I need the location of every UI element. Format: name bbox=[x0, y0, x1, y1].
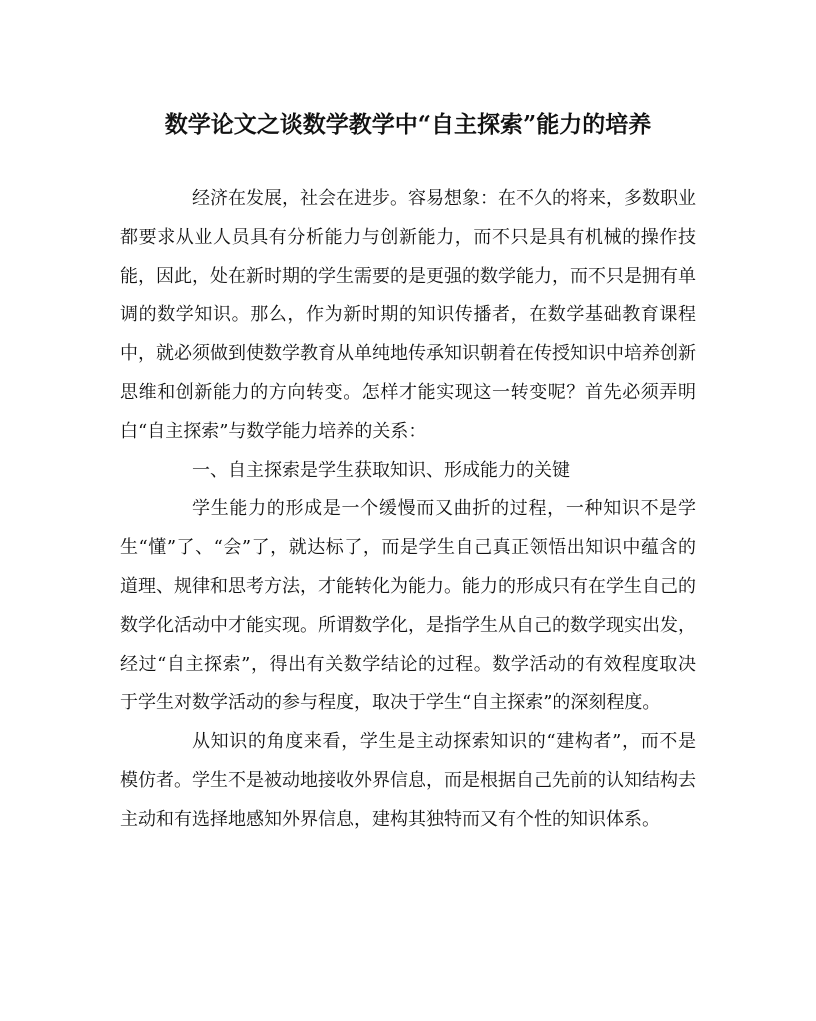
document-title: 数学论文之谈数学教学中“自主探索”能力的培养 bbox=[164, 111, 652, 138]
paragraph-knowledge-perspective: 从知识的角度来看，学生是主动探索知识的“建构者”，而不是模仿者。学生不是被动地接收外界信息，而是根据自己先前的认知结构去主动和有选择地感知外界信息，建构其独特而又有个性的知识体系。 bbox=[120, 731, 696, 830]
document-body bbox=[120, 180, 696, 840]
paragraph-intro: 经济在发展，社会在进步。容易想象：在不久的将来，多数职业都要求从业人员具有分析能力与创新能力，而不只是具有机械的操作技能，因此，处在新时期的学生需要的是更强的数学能力，而不只是拥有单调的数学知识。那么，作为新时期的知识传播者，在数学基础教育课程中，就必须做到使数学教育从单纯地传承知识朝着在传授知识中培养创新思维和创新能力的方向转变。怎样才能实现这一转变呢？首先必须弄明白“自主探索”与数学能力培养的关系： bbox=[120, 188, 696, 442]
section-heading: 一、自主探索是学生获取知识、形成能力的关键 bbox=[192, 459, 570, 481]
paragraph-ability-formation: 学生能力的形成是一个缓慢而又曲折的过程，一种知识不是学生“懂”了、“会”了，就达标了，而是学生自己真正领悟出知识中蕴含的道理、规律和思考方法，才能转化为能力。能力的形成只有在学生自己的数学化活动中才能实现。所谓数学化，是指学生从自己的数学现实出发，经过“自主探索”，得出有关数学结论的过程。数学活动的有效程度取决于学生对数学活动的参与程度，取决于学生“自主探索”的深刻程度。 bbox=[120, 498, 696, 714]
